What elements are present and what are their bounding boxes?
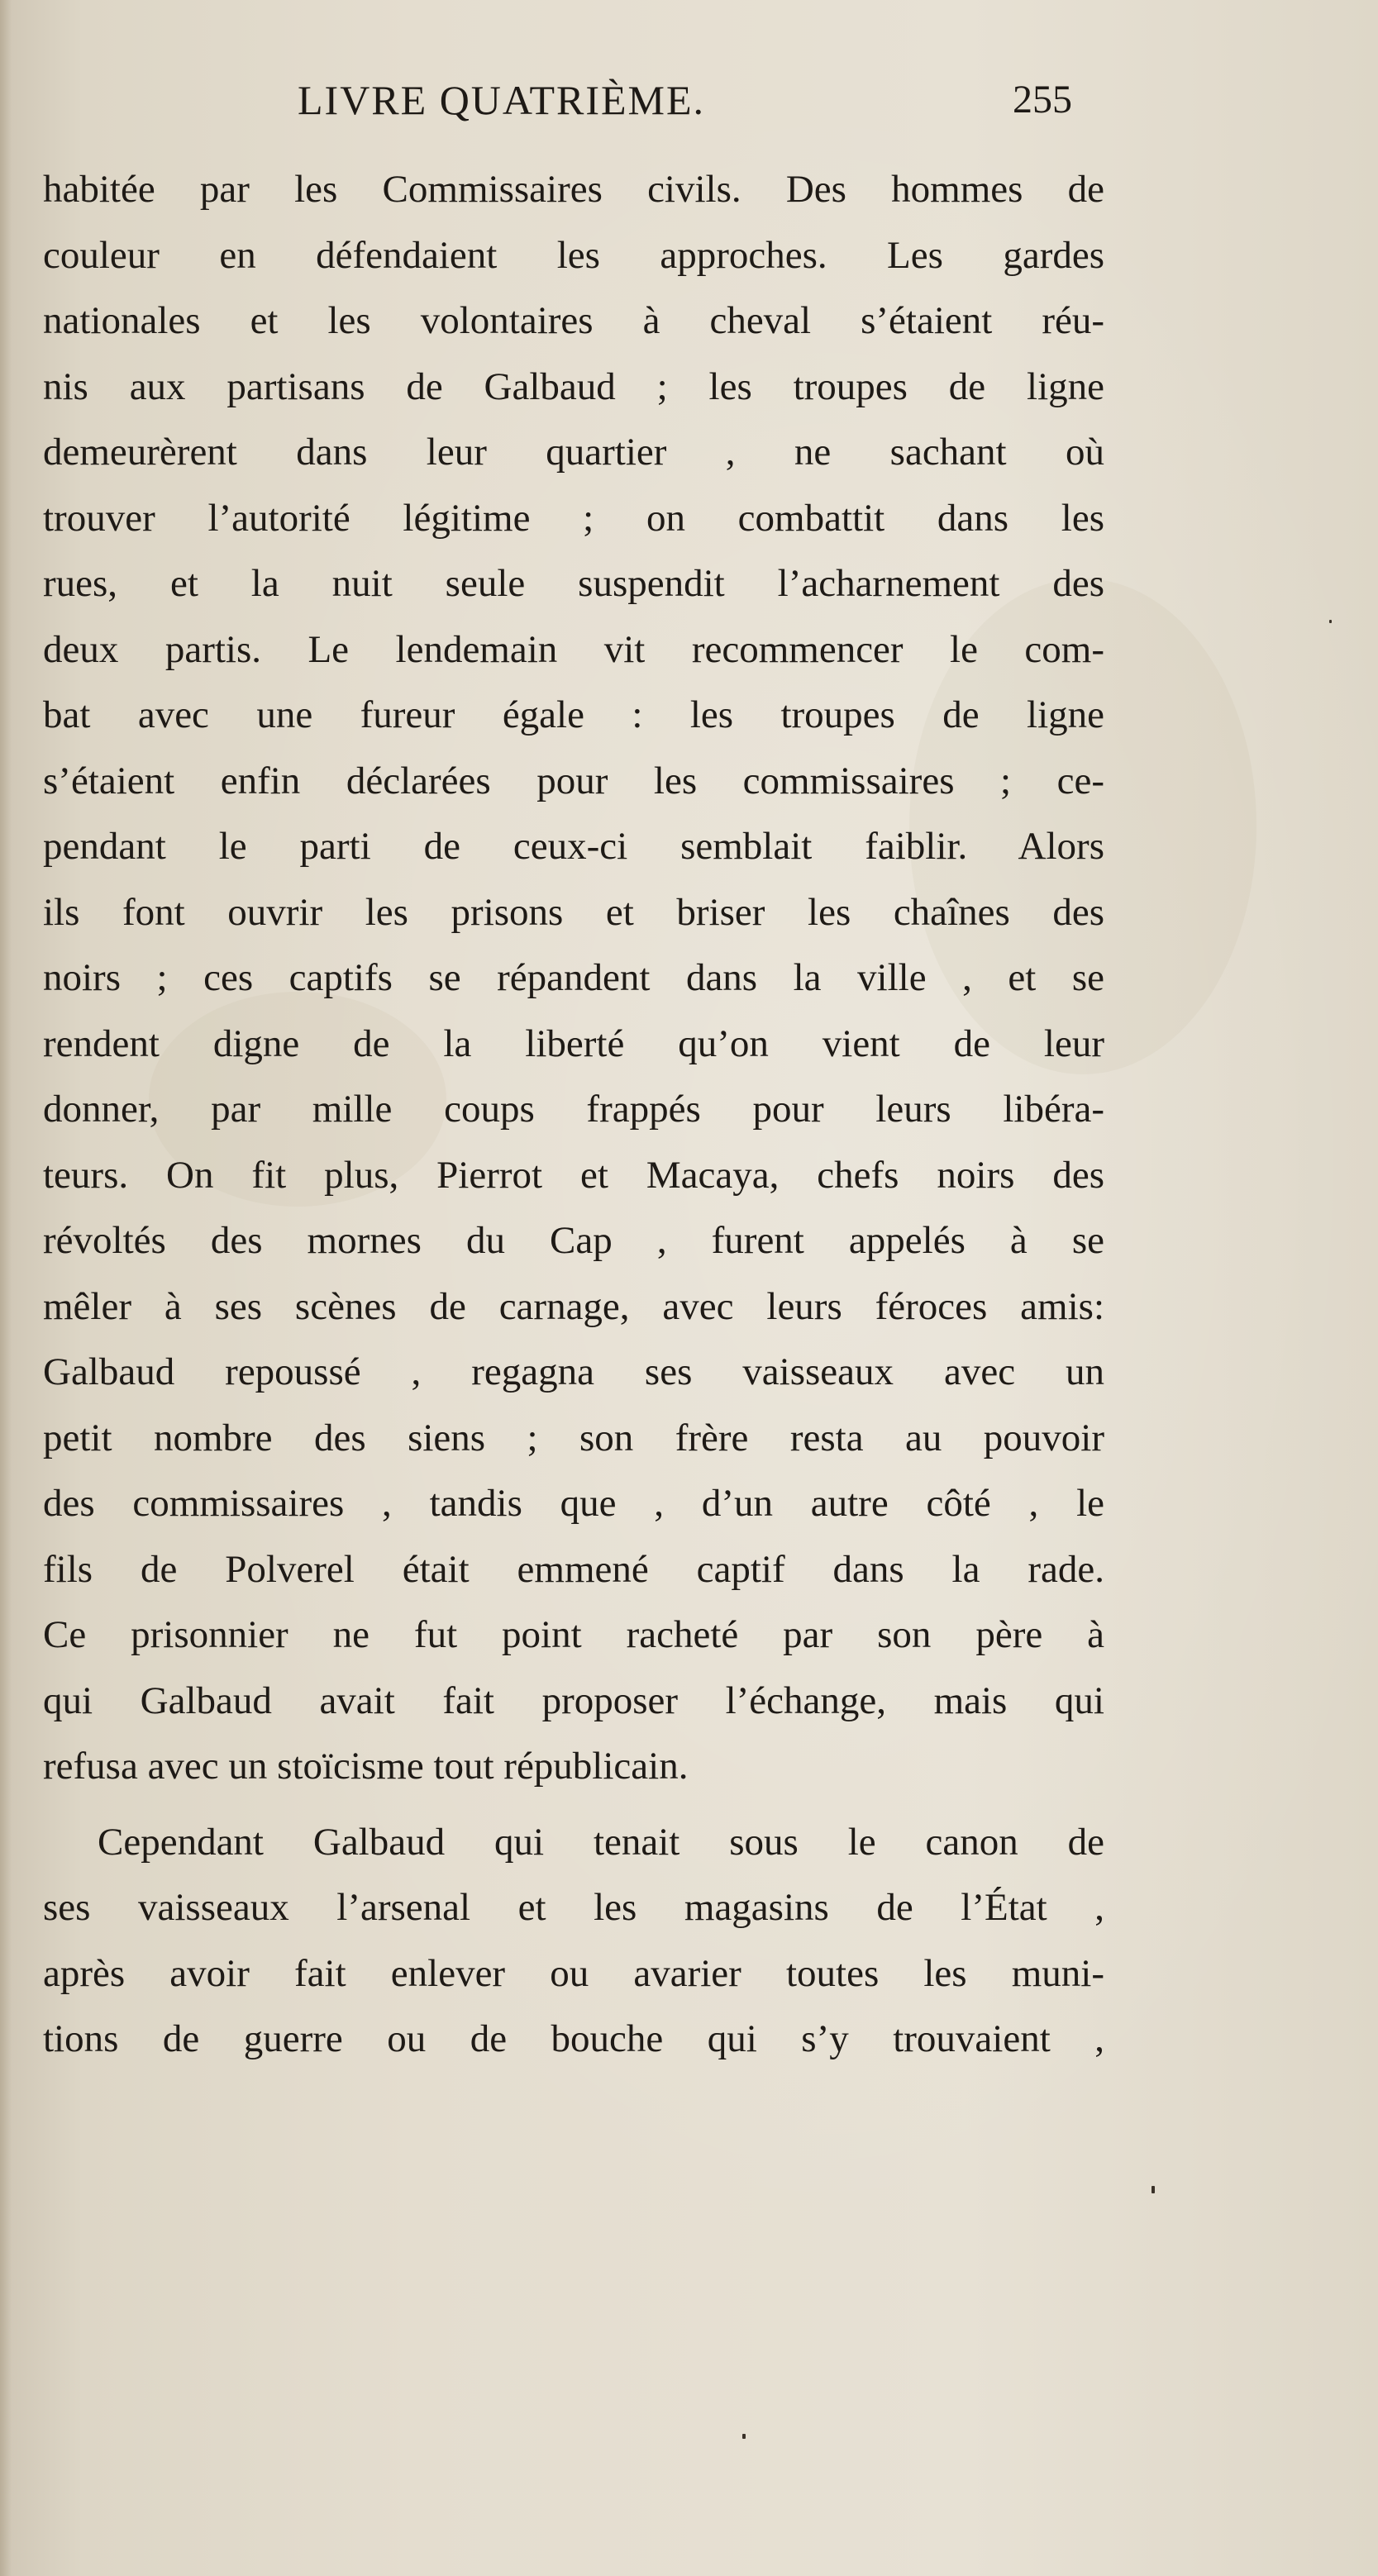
text-line: demeurèrent dans leur quartier , ne sachant où — [43, 431, 1104, 474]
text-line: rendent digne de la liberté qu’on vient de leur — [43, 1021, 1104, 1065]
paragraph — [43, 1810, 1104, 2073]
text-line: donner, par mille coups frappés pour leurs libéra- — [43, 1088, 1104, 1131]
text-line: ils font ouvrir les prisons et briser les chaînes des — [43, 890, 1104, 934]
text-line: nis aux partisans de Galbaud ; les troupes de ligne — [43, 364, 1104, 408]
paragraph — [43, 157, 1104, 1800]
text-line: ses vaisseaux l’arsenal et les magasins de l’État , — [43, 1886, 1104, 1929]
text-line: couleur en défendaient les approches. Les gardes — [43, 233, 1104, 277]
running-title: LIVRE QUATRIÈME. — [298, 77, 706, 123]
text-line: après avoir fait enlever ou avarier toutes les muni- — [43, 1951, 1104, 1995]
text-line: mêler à ses scènes de carnage, avec leurs féroces amis: — [43, 1284, 1104, 1328]
text-line: des commissaires , tandis que , d’un autre côté , le — [43, 1482, 1104, 1525]
text-line: s’étaient enfin déclarées pour les commissaires ; ce- — [43, 759, 1104, 802]
text-line: Cependant Galbaud qui tenait sous le canon de — [98, 1820, 1104, 1864]
page-number: 255 — [1013, 78, 1072, 121]
text-line: petit nombre des siens ; son frère resta au pouvoir — [43, 1416, 1104, 1459]
text-line: bat avec une fureur égale : les troupes de ligne — [43, 693, 1104, 736]
text-line: Galbaud repoussé , regagna ses vaisseaux avec un — [43, 1350, 1104, 1393]
text-line: tions de guerre ou de bouche qui s’y trouvaient , — [43, 2017, 1104, 2060]
ink-speck — [742, 2434, 746, 2439]
text-line: teurs. On fit plus, Pierrot et Macaya, chefs noirs des — [43, 1153, 1104, 1197]
page-header — [0, 71, 1378, 129]
text-line: noirs ; ces captifs se répandent dans la ville , et se — [43, 956, 1104, 999]
page-gutter-shadow — [0, 0, 12, 2576]
text-line: habitée par les Commissaires civils. Des hommes de — [43, 168, 1104, 211]
text-line: deux partis. Le lendemain vit recommencer le com- — [43, 627, 1104, 671]
ink-speck — [1152, 2186, 1155, 2193]
text-line: refusa avec un stoïcisme tout républicain. — [43, 1745, 689, 1788]
text-line: nationales et les volontaires à cheval s’étaient réu- — [43, 299, 1104, 342]
ink-speck — [1329, 620, 1332, 623]
text-line: qui Galbaud avait fait proposer l’échange, mais qui — [43, 1678, 1104, 1722]
text-line: rues, et la nuit seule suspendit l’acharnement des — [43, 562, 1104, 605]
paragraph-gap — [43, 1800, 1104, 1810]
text-line: Ce prisonnier ne fut point racheté par son père à — [43, 1613, 1104, 1656]
text-line: révoltés des mornes du Cap , furent appelés à se — [43, 1219, 1104, 1262]
text-line: trouver l’autorité légitime ; on combattit dans les — [43, 496, 1104, 540]
text-line: pendant le parti de ceux-ci semblait faiblir. Alors — [43, 825, 1104, 868]
body-text — [43, 157, 1104, 2073]
text-line: fils de Polverel était emmené captif dans la rade. — [43, 1547, 1104, 1591]
